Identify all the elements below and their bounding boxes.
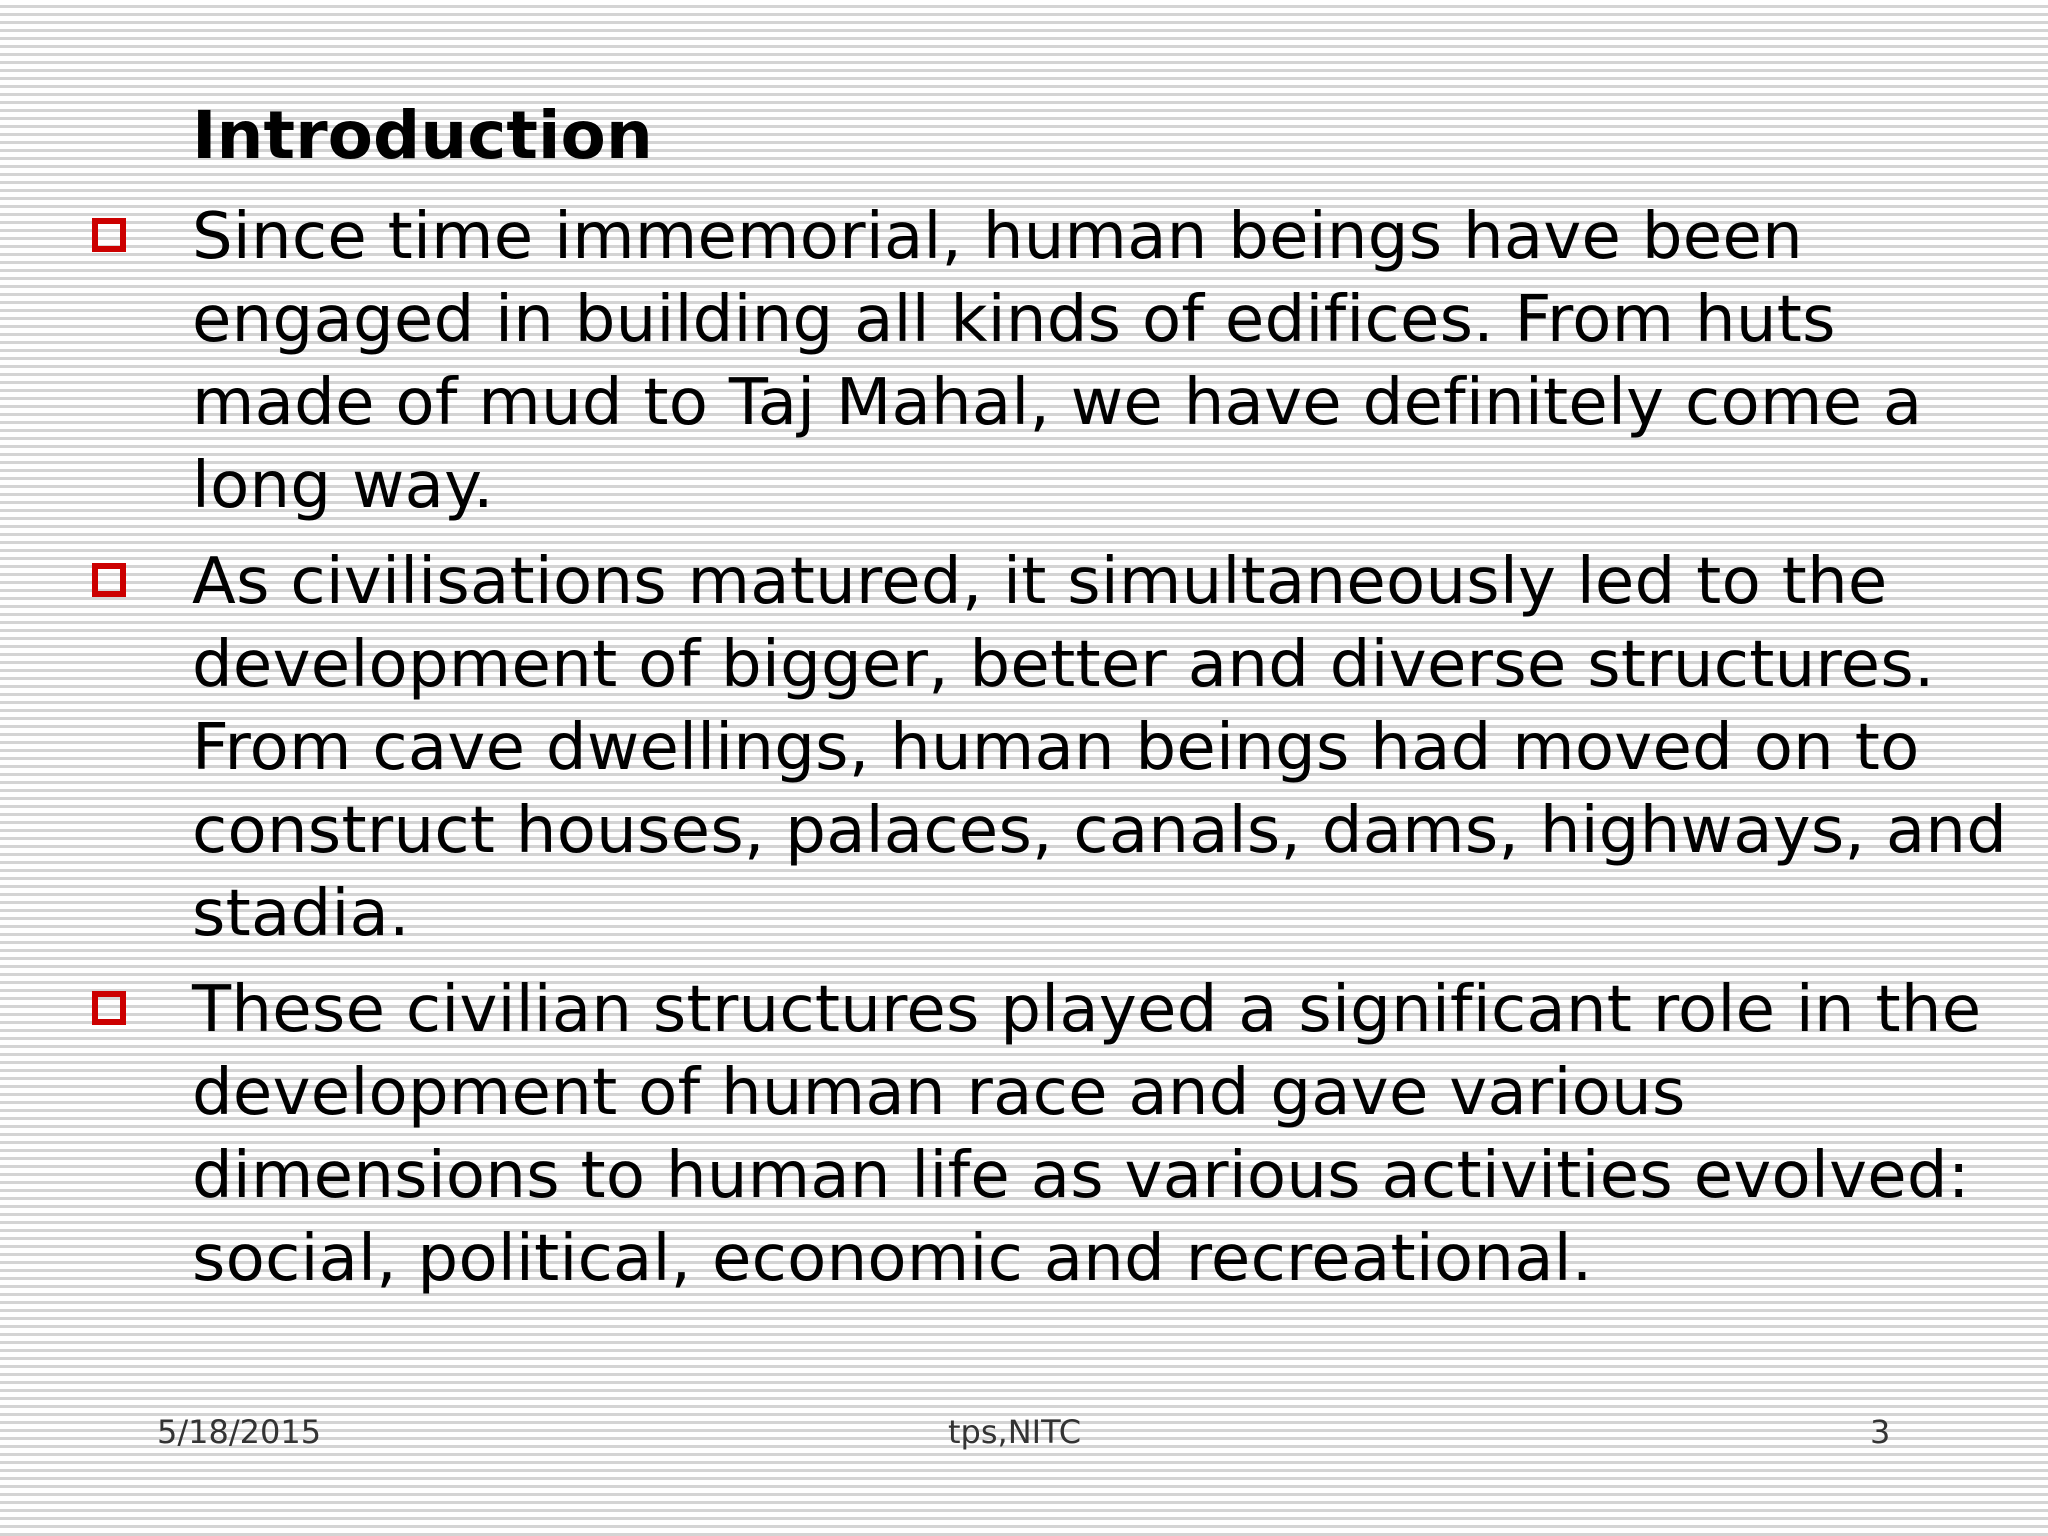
slide-title: Introduction — [192, 97, 653, 174]
footer-center-text: tps,NITC — [948, 1413, 1082, 1451]
footer-date: 5/18/2015 — [157, 1413, 322, 1451]
hollow-square-icon — [92, 218, 126, 252]
hollow-square-icon — [92, 991, 126, 1025]
hollow-square-icon — [92, 563, 126, 597]
bullet-text: These civilian structures played a significant role in the development of human race and gave various dimensions to human life as various activities evolved: social, political, economic and recreational. — [192, 973, 1982, 1296]
bullet-list — [0, 196, 2048, 1314]
bullet-item — [0, 541, 2048, 956]
bullet-item — [0, 196, 2048, 528]
bullet-text: As civilisations matured, it simultaneously led to the development of bigger, better and diverse structures. From cave dwellings, human beings had moved on to construct houses, palaces, canals, dams, highways, and stadia. — [192, 545, 2008, 951]
bullet-item — [0, 969, 2048, 1301]
bullet-text: Since time immemorial, human beings have been engaged in building all kinds of edifices. From huts made of mud to Taj Mahal, we have definitely come a long way. — [192, 200, 1923, 523]
page-number: 3 — [1870, 1413, 1891, 1451]
